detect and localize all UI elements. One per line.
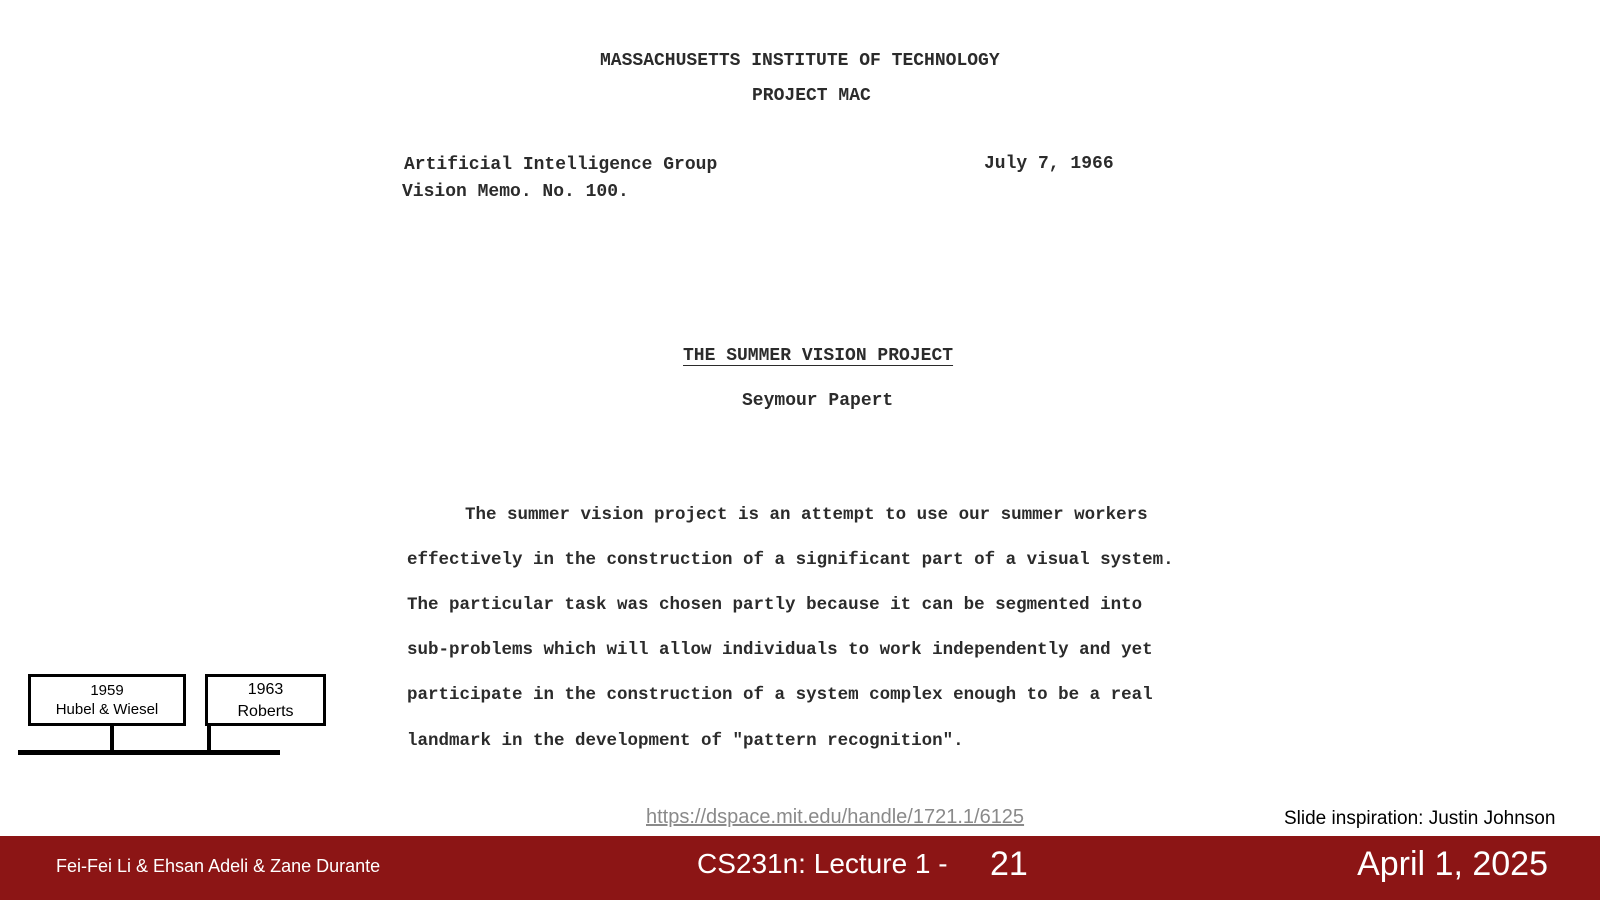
slide-inspiration-credit: Slide inspiration: Justin Johnson	[1284, 808, 1556, 829]
memo-body-line: landmark in the development of "pattern recognition".	[407, 731, 964, 751]
source-link[interactable]: https://dspace.mit.edu/handle/1721.1/6125	[646, 806, 1025, 828]
timeline-label: Hubel & Wiesel	[55, 701, 159, 718]
slide-footer	[0, 836, 1600, 900]
timeline-label: Roberts	[237, 703, 294, 720]
memo-project: PROJECT MAC	[752, 86, 871, 106]
timeline-year: 1963	[247, 681, 284, 698]
timeline-event-roberts	[205, 674, 326, 726]
memo-body-line: effectively in the construction of a significant part of a visual system.	[407, 550, 1174, 570]
timeline-connector	[207, 726, 211, 752]
memo-body-line: The summer vision project is an attempt to use our summer workers	[465, 505, 1148, 525]
timeline-connector	[110, 726, 114, 752]
memo-body-line: sub-problems which will allow individuals to work independently and yet	[407, 640, 1153, 660]
memo-institution: MASSACHUSETTS INSTITUTE OF TECHNOLOGY	[600, 51, 1000, 71]
memo-body-line: The particular task was chosen partly because it can be segmented into	[407, 595, 1143, 615]
memo-body-line: participate in the construction of a system complex enough to be a real	[407, 685, 1153, 705]
footer-authors: Fei-Fei Li & Ehsan Adeli & Zane Durante	[56, 856, 381, 876]
memo-title: THE SUMMER VISION PROJECT	[683, 346, 954, 366]
memo-author: Seymour Papert	[742, 391, 894, 411]
timeline-axis	[18, 750, 280, 755]
memo-number: Vision Memo. No. 100.	[402, 182, 629, 202]
timeline-event-hubel-wiesel	[28, 674, 186, 726]
timeline-year: 1959	[90, 682, 124, 699]
footer-date: April 1, 2025	[1357, 845, 1548, 883]
footer-page-number: 21	[990, 845, 1028, 883]
footer-course: CS231n: Lecture 1 -	[697, 848, 948, 879]
memo-group: Artificial Intelligence Group	[404, 155, 718, 175]
memo-date: July 7, 1966	[984, 154, 1114, 174]
